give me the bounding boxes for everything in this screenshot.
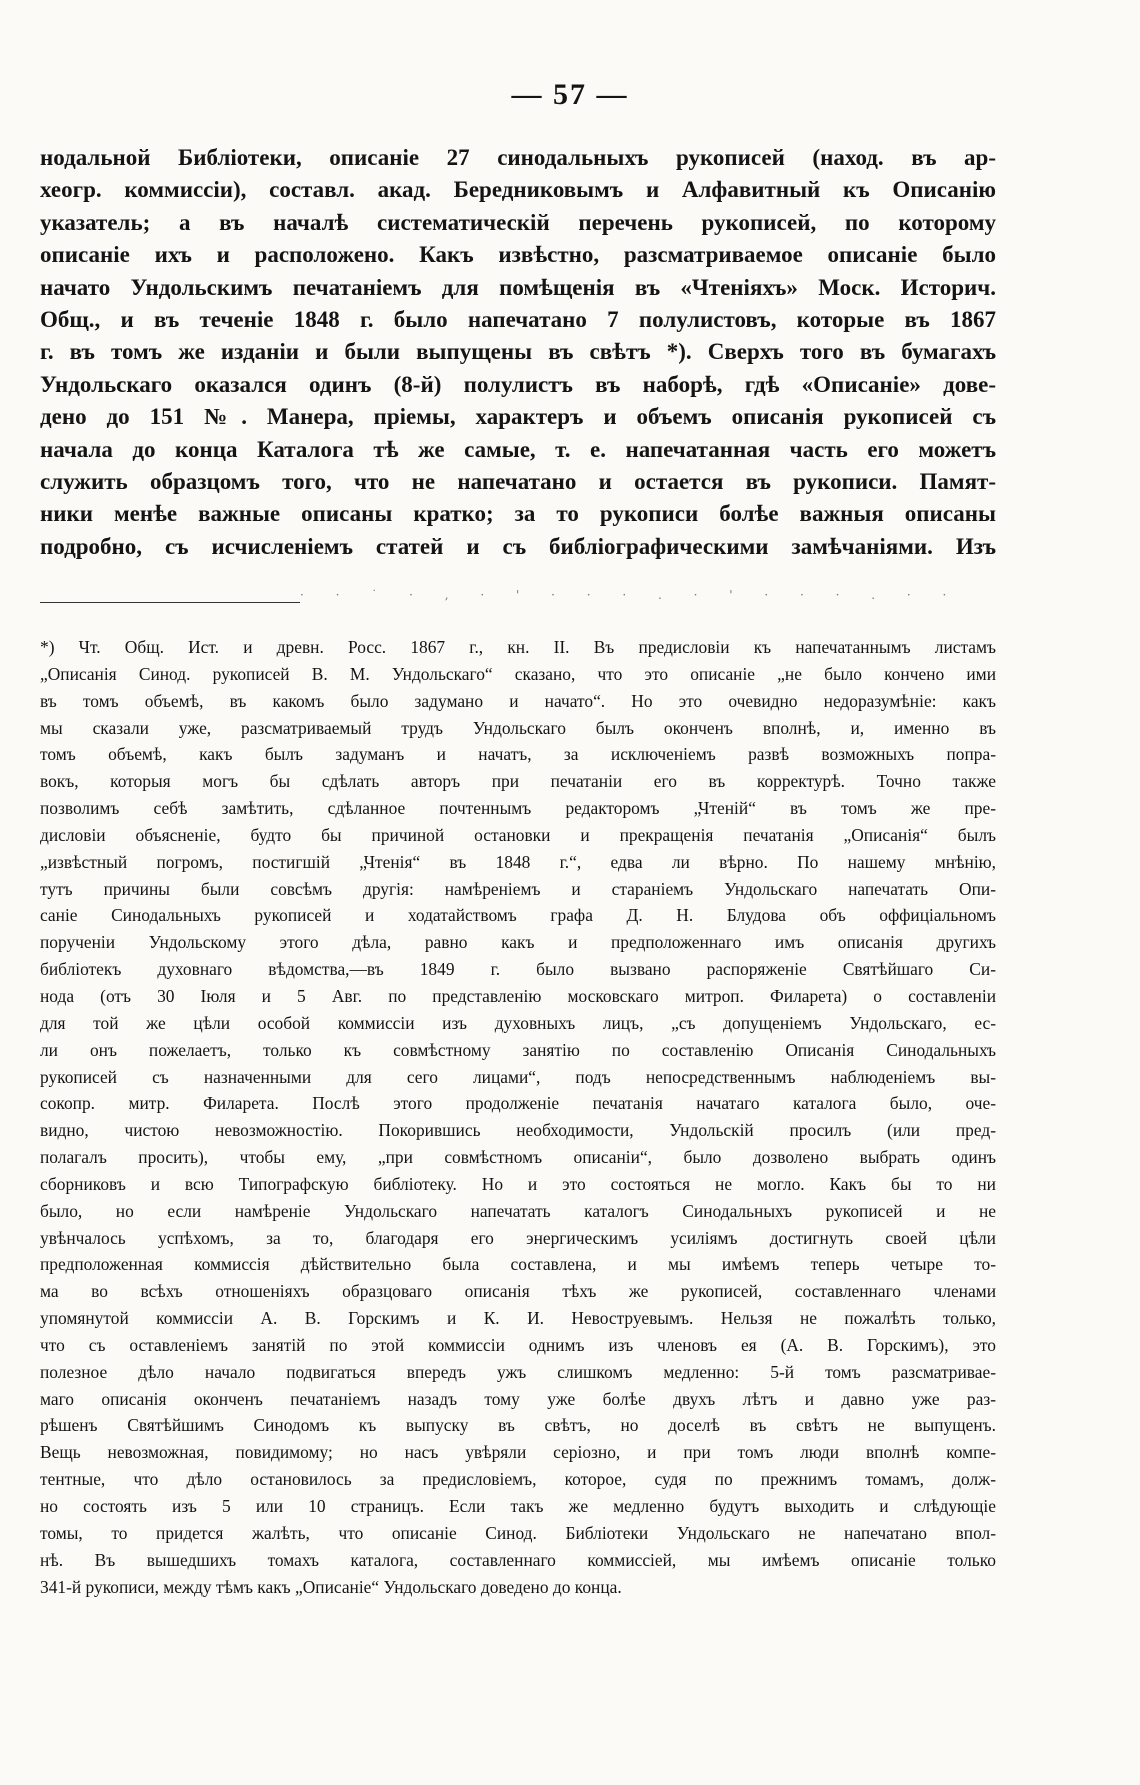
footnote-line: тентные, что дѣло остановилось за предисловіемъ, которое, судя по прежнимъ томамъ, долж- <box>40 1469 996 1490</box>
footnote-line: тутъ причины были совсѣмъ другія: намѣреніемъ и стараніемъ Ундольскаго напечатать Опи- <box>40 878 996 899</box>
footnote-line: ма во всѣхъ отношеніяхъ образцоваго описанія тѣхъ же рукописей, составленнаго членами <box>40 1281 996 1302</box>
footnote-line: было, но если намѣреніе Ундольскаго напечатать каталогъ Синодальныхъ рукописей и не <box>40 1200 996 1221</box>
footnote-line: для той же цѣли особой коммиссіи изъ духовныхъ лицъ, „съ допущеніемъ Ундольскаго, ес- <box>40 1012 996 1033</box>
footnote-line: *) Чт. Общ. Ист. и древн. Росс. 1867 г., кн. II. Въ предисловіи къ напечатаннымъ листамъ <box>40 637 996 657</box>
footnote-line: нѣ. Въ вышедшихъ томахъ каталога, составленнаго коммиссіей, мы имѣемъ описаніе только <box>40 1549 996 1570</box>
footnote-line: нода (отъ 30 Іюля и 5 Авг. по представленію московскаго митроп. Филарета) о составленіи <box>40 985 996 1006</box>
footnote-line: Вещь невозможная, повидимому; но насъ увѣряли серіозно, и при томъ люди вполнѣ компе- <box>40 1442 996 1463</box>
footnote-line: „Описанія Синод. рукописей В. М. Ундольскаго“ сказано, что это описаніе „не было кончено ими <box>40 663 996 684</box>
footnote-line: сокопр. митр. Филарета. Послѣ этого продолженіе печатанія начатаго каталога было, оче- <box>40 1093 996 1114</box>
body-text-line: описаніе ихъ и расположено. Какъ извѣстно, разсматриваемое описаніе было <box>40 242 996 268</box>
footnote-line: томъ объемѣ, какъ былъ задуманъ и начатъ, за исключеніемъ развѣ возможныхъ попра- <box>40 744 996 765</box>
footnote-line: упомянутой коммиссіи А. В. Горскимъ и К. И. Невоструевымъ. Нельзя не пожалѣть только, <box>40 1308 996 1329</box>
body-text-line: служить образцомъ того, что не напечатано и остается въ рукописи. Памят- <box>40 468 996 494</box>
body-text-line: подробно, съ исчисленіемъ статей и съ библіографическими замѣчаніями. Изъ <box>40 533 996 559</box>
footnote-line: вокъ, которыя могъ бы сдѣлать авторъ при печатаніи его въ корректурѣ. Точно также <box>40 771 996 792</box>
body-text-line: начала до конца Каталога тѣ же самые, т. е. напечатанная часть его можетъ <box>40 436 996 462</box>
footnote-line: видно, чистою невозможностію. Покорившись необходимости, Ундольскій просилъ (или пред- <box>40 1120 996 1141</box>
footnote-line: маго описанія оконченъ печатаніемъ назадъ тому уже болѣе двухъ лѣтъ и давно уже раз- <box>40 1388 996 1409</box>
footnote-line: полагалъ просить), чтобы ему, „при совмѣстномъ описаніи“, было дозволено выбрать одинъ <box>40 1147 996 1168</box>
page-number: — 57 — <box>511 78 629 111</box>
footnote-line: мы сказали уже, разсматриваемый трудъ Ундольскаго былъ оконченъ вполнѣ, и, именно въ <box>40 717 996 738</box>
footnote-line: томы, то придется жалѣть, что описаніе Синод. Библіотеки Ундольскаго не напечатано впол- <box>40 1522 996 1543</box>
footnote-line: въ томъ объемѣ, въ какомъ было задумано и начато“. Но это очевидно недоразумѣніе: какъ <box>40 690 996 711</box>
footnote-line: дисловіи объясненіе, будто бы причиной остановки и прекращенія печатанія „Описанія“ былъ <box>40 824 996 845</box>
footnote <box>40 634 996 1600</box>
body-text-line: г. въ томъ же изданіи и были выпущены въ свѣтъ *). Сверхъ того въ бумагахъ <box>40 339 996 365</box>
body-text-line: хеогр. коммиссіи), составл. акад. Бередниковымъ и Алфавитный къ Описанію <box>40 177 996 203</box>
footnote-line: „извѣстный погромъ, постигшій „Чтенія“ въ 1848 г.“, едва ли вѣрно. По нашему мнѣнію, <box>40 851 996 872</box>
footnote-line: что съ оставленіемъ занятій по этой коммиссіи однимъ изъ членовъ ея (А. В. Горскимъ), это <box>40 1334 996 1355</box>
body-text-line: нодальной Библіотеки, описаніе 27 синодальныхъ рукописей (наход. въ ар- <box>40 145 996 170</box>
body-text-line: дено до 151 №. Манера, пріемы, характеръ и объемъ описанія рукописей съ <box>40 404 996 430</box>
body-text-line: начато Ундольскимъ печатаніемъ для помѣщенія въ «Чтеніяхъ» Моск. Историч. <box>40 274 996 300</box>
footnote-line: порученіи Ундольскому этого дѣла, равно какъ и предположеннаго имъ описанія другихъ <box>40 932 996 953</box>
footnote-line: 341-й рукописи, между тѣмъ какъ „Описаніе“ Ундольскаго доведено до конца. <box>40 1576 622 1597</box>
body-text-line: Ундольскаго оказался одинъ (8-й) полулистъ въ наборѣ, гдѣ «Описаніе» дове- <box>40 371 996 397</box>
footnote-line: предположенная коммиссія дѣйствительно была составлена, и мы имѣемъ теперь четыре то- <box>40 1254 996 1275</box>
footnote-line: увѣнчалось успѣхомъ, за то, благодаря его энергическимъ усиліямъ достигнуть своей цѣли <box>40 1227 996 1248</box>
footnote-line: полезное дѣло начало подвигаться впередъ ужъ слишкомъ медленно: 5-й томъ разсматривае- <box>40 1361 996 1382</box>
footnote-line: саніе Синодальныхъ рукописей и ходатайствомъ графа Д. Н. Блудова объ оффиціальномъ <box>40 905 996 926</box>
footnote-line: ли онъ пожелаетъ, только къ совмѣстному занятію по составленію Описанія Синодальныхъ <box>40 1039 996 1060</box>
footnote-divider <box>40 602 300 603</box>
footnote-line: библіотекъ духовнаго вѣдомства,—въ 1849 г. было вызвано распоряженіе Святѣйшаго Си- <box>40 959 996 980</box>
main-text <box>40 142 996 563</box>
footnote-line: позволимъ себѣ замѣтить, сдѣланное почтеннымъ редакторомъ „Чтеній“ въ томъ же пре- <box>40 798 996 819</box>
body-text-line: Общ., и въ теченіе 1848 г. было напечатано 7 полулистовъ, которые въ 1867 <box>40 306 996 332</box>
body-text-line: ники менѣе важные описаны кратко; за то рукописи болѣе важныя описаны <box>40 501 996 527</box>
footnote-line: рѣшенъ Святѣйшимъ Синодомъ къ выпуску въ свѣтъ, но доселѣ въ свѣтъ не выпущенъ. <box>40 1415 996 1436</box>
footnote-line: рукописей съ назначенными для сего лицами“, подъ непосредственнымъ наблюденіемъ вы- <box>40 1066 996 1087</box>
body-text-line: указатель; а въ началѣ систематическій перечень рукописей, по которому <box>40 209 996 235</box>
footnote-line: но состоять изъ 5 или 10 страницъ. Если такъ же медленно будутъ выходить и слѣдующіе <box>40 1496 996 1516</box>
scan-noise-dots: · · ˙ · , · ' · · · . · ' · · · . · · <box>300 588 961 602</box>
footnote-line: сборниковъ и всю Типографскую библіотеку. Но и это состояться не могло. Какъ бы то ни <box>40 1173 996 1194</box>
